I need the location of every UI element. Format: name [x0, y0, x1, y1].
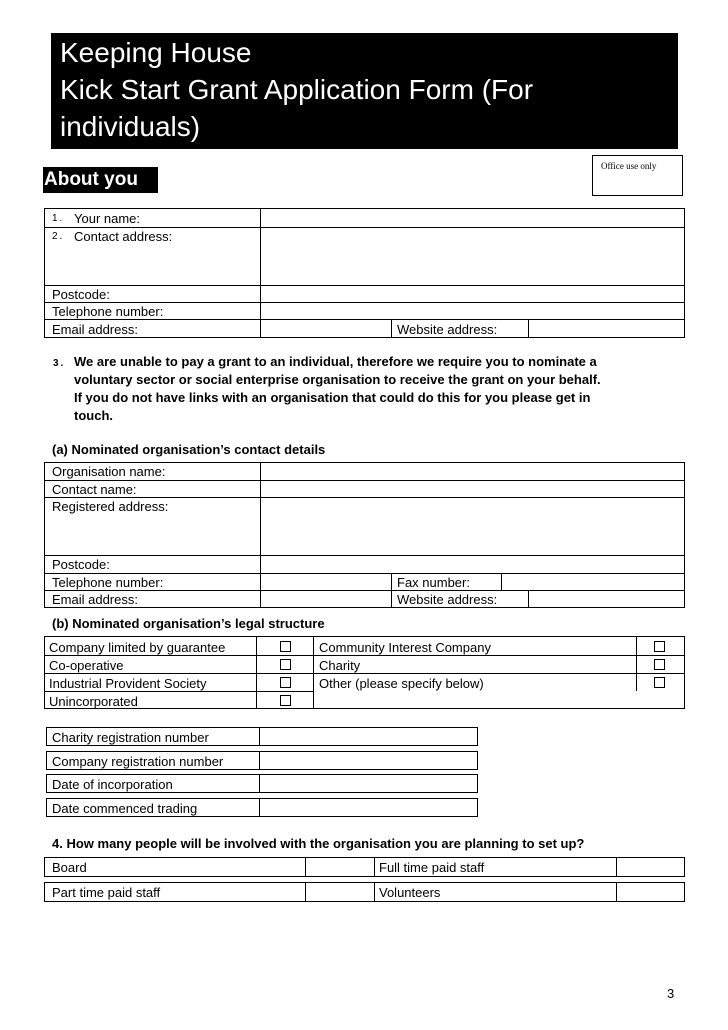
- your-name-field[interactable]: [262, 209, 684, 226]
- legal-option-other: Other (please specify below): [319, 676, 484, 691]
- telephone-field[interactable]: [262, 303, 684, 318]
- org-website-field[interactable]: [530, 591, 684, 607]
- form-title-line-2: Kick Start Grant Application Form (For: [60, 74, 534, 105]
- postcode-label: Postcode:: [52, 287, 110, 302]
- company-number-field[interactable]: [261, 752, 477, 769]
- date-trading-field[interactable]: [261, 799, 477, 816]
- your-name-label: Your name:: [74, 211, 141, 226]
- fax-label: Fax number:: [397, 575, 470, 590]
- board-label: Board: [52, 860, 87, 875]
- email-field[interactable]: [262, 320, 390, 337]
- org-postcode-label: Postcode:: [52, 557, 110, 572]
- q3-line-2: voluntary sector or social enterprise organisation to receive the grant on your behalf.: [74, 372, 601, 387]
- charity-number-field[interactable]: [261, 728, 477, 745]
- form-title-line-3: individuals): [60, 111, 201, 142]
- page-number: 3: [667, 986, 675, 1001]
- checkbox-cic[interactable]: [654, 641, 665, 652]
- legal-option-unincorporated: Unincorporated: [49, 694, 138, 709]
- legal-structure-heading: (b) Nominated organisation’s legal structure: [52, 616, 325, 631]
- org-website-label: Website address:: [397, 592, 498, 607]
- org-telephone-field[interactable]: [262, 574, 390, 589]
- q1-number: 1.: [52, 213, 65, 224]
- org-name-label: Organisation name:: [52, 464, 166, 479]
- checkbox-other[interactable]: [654, 677, 665, 688]
- contact-name-field[interactable]: [262, 481, 684, 496]
- part-time-field[interactable]: [307, 883, 373, 901]
- q4-question: 4. How many people will be involved with the organisation you are planning to set up?: [52, 836, 585, 851]
- checkbox-cooperative[interactable]: [280, 659, 291, 670]
- q3-line-1: We are unable to pay a grant to an individual, therefore we require you to nominate a: [74, 354, 597, 369]
- date-incorporation-label: Date of incorporation: [52, 777, 173, 792]
- q3-text: [74, 353, 601, 425]
- registered-address-label: Registered address:: [52, 499, 169, 514]
- section-heading-about-you: About you: [43, 167, 158, 193]
- full-time-field[interactable]: [618, 858, 684, 876]
- fax-field[interactable]: [503, 574, 684, 589]
- checkbox-unincorporated[interactable]: [280, 695, 291, 706]
- legal-option-company-guarantee: Company limited by guarantee: [49, 640, 226, 655]
- q3-line-3: If you do not have links with an organisation that could do this for you please get in: [74, 390, 591, 405]
- registered-address-field[interactable]: [262, 498, 684, 554]
- form-title-line-1: Keeping House: [60, 37, 252, 68]
- org-name-field[interactable]: [262, 463, 684, 479]
- contact-address-field[interactable]: [262, 228, 684, 284]
- telephone-label: Telephone number:: [52, 304, 164, 319]
- date-incorporation-field[interactable]: [261, 775, 477, 792]
- q2-number: 2.: [52, 231, 65, 242]
- company-number-label: Company registration number: [52, 754, 224, 769]
- legal-option-cic: Community Interest Company: [319, 640, 491, 655]
- legal-option-ips: Industrial Provident Society: [49, 676, 207, 691]
- checkbox-ips[interactable]: [280, 677, 291, 688]
- full-time-label: Full time paid staff: [379, 860, 485, 875]
- postcode-field[interactable]: [262, 286, 684, 301]
- q3-number: 3.: [53, 358, 66, 369]
- website-field[interactable]: [530, 320, 684, 337]
- org-telephone-label: Telephone number:: [52, 575, 164, 590]
- checkbox-charity[interactable]: [654, 659, 665, 670]
- org-contact-heading: (a) Nominated organisation’s contact details: [52, 442, 326, 457]
- volunteers-field[interactable]: [618, 883, 684, 901]
- date-trading-label: Date commenced trading: [52, 801, 198, 816]
- office-use-box: Office use only: [592, 155, 683, 196]
- org-email-field[interactable]: [262, 591, 390, 607]
- org-email-label: Email address:: [52, 592, 138, 607]
- volunteers-label: Volunteers: [379, 885, 441, 900]
- other-specify-field[interactable]: [315, 692, 684, 708]
- checkbox-company-guarantee[interactable]: [280, 641, 291, 652]
- charity-number-label: Charity registration number: [52, 730, 209, 745]
- form-title-block: [51, 33, 678, 149]
- website-label: Website address:: [397, 322, 498, 337]
- legal-option-charity: Charity: [319, 658, 361, 673]
- part-time-label: Part time paid staff: [52, 885, 161, 900]
- q3-line-4: touch.: [74, 408, 113, 423]
- org-postcode-field[interactable]: [262, 556, 684, 572]
- legal-option-cooperative: Co-operative: [49, 658, 124, 673]
- contact-address-label: Contact address:: [74, 229, 173, 244]
- contact-name-label: Contact name:: [52, 482, 137, 497]
- email-label: Email address:: [52, 322, 138, 337]
- board-field[interactable]: [307, 858, 373, 876]
